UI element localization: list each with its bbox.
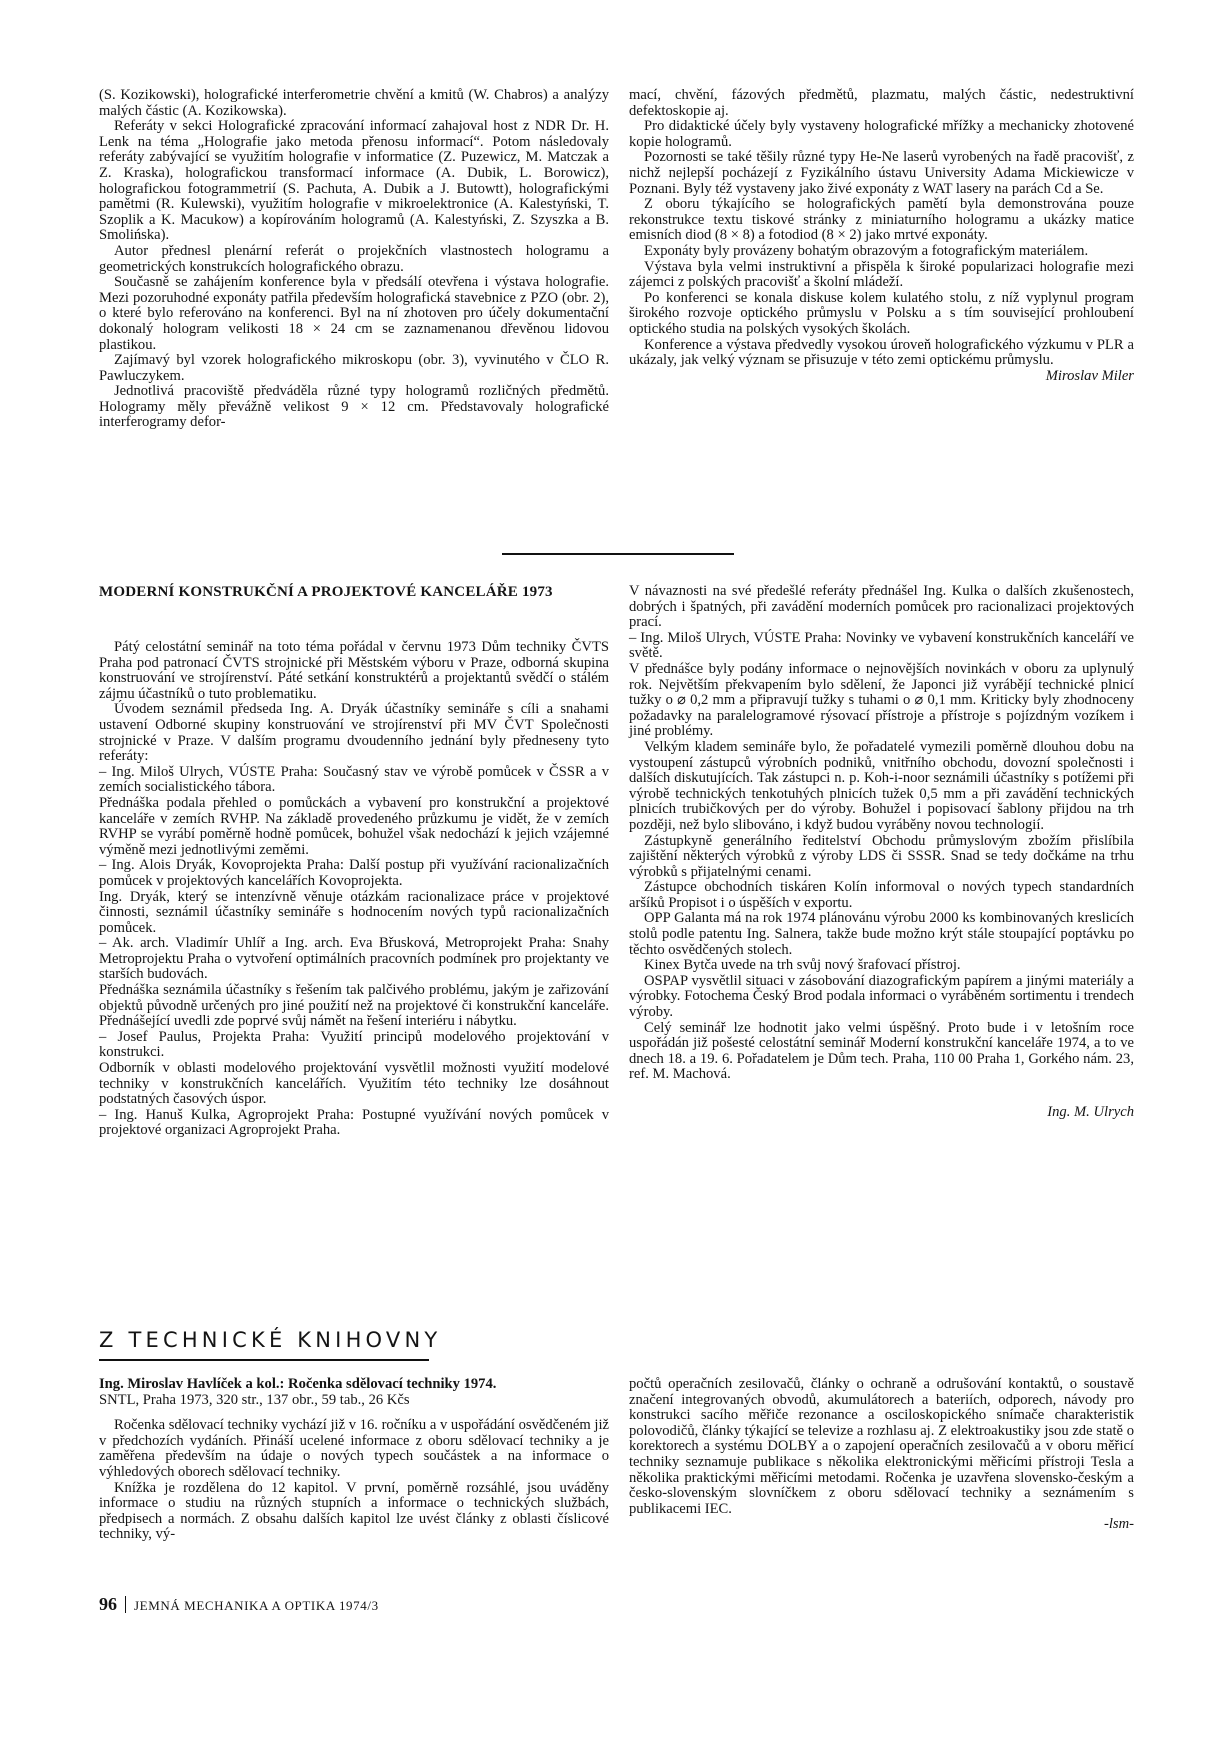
author-signature: -lsm- <box>1104 1516 1134 1533</box>
paragraph: – Ing. Miloš Ulrych, VÚSTE Praha: Současný stav ve výrobě pomůcek v ČSSR a v zemích socialistického tábora. <box>99 763 609 796</box>
review-right-column <box>629 1377 1134 1533</box>
footer-divider <box>125 1596 126 1613</box>
article2-left-column <box>99 640 609 1139</box>
paragraph: Úvodem seznámil předseda Ing. A. Dryák účastníky semináře s cíli a snahami ustavení Odborné skupiny konstruování ve strojírenství při MV ČVT Společnosti strojnické v Praze. V dalším programu dvoudenního jednání byly předneseny tyto referáty: <box>99 701 609 765</box>
paragraph: počtů operačních zesilovačů, články o ochraně a odrušování kontaktů, o soustavě značení integrovaných obvodů, akumulátorech a bateriích, odporech, návody pro konstrukci sacího měřiče rezonance a osciloskopického snímače charakteristik polovodičů, články týkající se televize a rozhlasu aj. Z elektroakustiky jsou zde statě o korektorech a systému DOLBY a o zapojení operačních zesilovačů a v oboru měřicí techniky seznamuje publikace s několika elektronickými měřicími přístroji Tesla a několika praktickými měřicími metodami. Ročenka je uzavřena slovensko-českým a česko-slovenským slovníčkem z oboru sdělovací techniky a seznámením s publikacemi IEC. <box>629 1376 1134 1517</box>
paragraph: Referáty v sekci Holografické zpracování informací zahajoval host z NDR Dr. H. Lenk na téma „Holografie jako metoda přenosu informací“. Potom následovaly referáty zabývající se využitím holografie v informatice (Z. Puzewicz, M. Matczak a Z. Kraska), holografickou transformací informace (A. Dubik, L. Borowicz), holografickou fotogrammetrií (S. Pachuta, A. Dubik a J. Butowtt), holografickými pamětmi (R. Kulewski), využitím holografie v mikroelektronice (A. Kalestyński, T. Szoplik a K. Macukow) a kopírováním hologramů (A. Kalestyński, Z. Szyszka a B. Smolińska). <box>99 118 609 244</box>
paragraph: – Ak. arch. Vladimír Uhlíř a Ing. arch. Eva Břusková, Metroprojekt Praha: Snahy Metroprojektu Praha o vytvoření optimálních pracovních podmínek pro projektanty ve starších budovách. <box>99 935 609 983</box>
page-number: 96 <box>99 1594 117 1614</box>
article2-right-column <box>629 584 1134 1121</box>
paragraph: Přednáška podala přehled o pomůckách a vybavení pro konstrukční a projektové kanceláře v zemích RVHP. Na základě provedeného průzkumu je vidět, že v zemích RVHP se vyrábí poměrně hodně pomůcek, bohužel však nedochází k jejich vzájemné výměně mezi jednotlivými zeměmi. <box>99 794 609 858</box>
paragraph: V přednášce byly podány informace o nejnovějších novinkách v oboru za uplynulý rok. Největším překvapením bylo sdělení, že Japonci již vyrábějí technické plnicí tužky o ⌀ 0,2 mm a připravují tužky s tuhami o ⌀ 0,1 mm. Kriticky byly zhodnoceny požadavky na paralelogramové rýsovací přístroje a přístroje s pojízdným vozíkem i jiné problémy. <box>629 660 1134 740</box>
paragraph: Z oboru týkajícího se holografických pamětí byla demonstrována pouze rekonstrukce textu tiskové stránky z miniaturního hologramu a ukázky matice emisních diod (8 × 8) a fotodiod (8 × 2) jako mrtvé exponáty. <box>629 196 1134 244</box>
paragraph: OSPAP vysvětlil situaci v zásobování diazografickým papírem a jinými materiály a výrobky. Fotochema Český Brod podala informaci o vyráběném sortimentu i trendech výroby. <box>629 972 1134 1021</box>
paragraph: Celý seminář lze hodnotit jako velmi úspěšný. Proto bude i v letošním roce uspořádán již pošesté celostátní seminář Moderní konstrukční kanceláře 1974, a to ve dnech 18. a 19. 6. Pořadatelem je Dům tech. Praha, 110 00 Praha 1, Gorkého nám. 23, ref. M. Machová. <box>629 1019 1134 1083</box>
paragraph: Ing. Dryák, který se intenzívně věnuje otázkám racionalizace práce v projektové činnosti, seznámil účastníky semináře s hodnocením nových typů racionalizačních pomůcek. <box>99 888 609 936</box>
paragraph: – Josef Paulus, Projekta Praha: Využití principů modelového projektování v konstrukci. <box>99 1028 609 1061</box>
author-signature: Ing. M. Ulrych <box>1047 1104 1134 1120</box>
paragraph: Zajímavý byl vzorek holografického mikroskopu (obr. 3), vyvinutého v ČLO R. Pawluczykem. <box>99 352 609 384</box>
journal-name: JEMNÁ MECHANIKA A OPTIKA 1974/3 <box>134 1598 379 1613</box>
paragraph: Knížka je rozdělena do 12 kapitol. V první, poměrně rozsáhlé, jsou uváděny informace o studiu na různých stupních a informace o technických službách, předpisech a normách. Z obsahu dalších kapitol lze uvést články z oblasti číslicové techniky, vý- <box>99 1479 609 1543</box>
paragraph: – Ing. Miloš Ulrych, VÚSTE Praha: Novinky ve vybavení konstrukčních kanceláří ve světě. <box>629 629 1134 662</box>
book-title: Ing. Miroslav Havlíček a kol.: Ročenka sdělovací techniky 1974. <box>99 1376 497 1392</box>
paragraph: – Ing. Hanuš Kulka, Agroprojekt Praha: Postupné využívání nových pomůcek v projektové organizaci Agroprojekt Praha. <box>99 1106 609 1139</box>
paragraph: Ročenka sdělovací techniky vychází již v 16. ročníku a v uspořádání osvědčeném již v předchozích vydáních. Přináší ucelené informace z oboru sdělovací techniky a je zaměřena především na údaje o nových typech součástek a na informace o výhledových oborech sdělovací techniky. <box>99 1417 609 1480</box>
section-heading: Z TECHNICKÉ KNIHOVNY <box>99 1328 442 1352</box>
paragraph: Pátý celostátní seminář na toto téma pořádal v červnu 1973 Dům techniky ČVTS Praha pod patronací ČVTS strojnické při Městském výboru v Praze, odborná skupina konstruování ve strojírenství. Páté setkání konstruktérů a projektantů svědčí o stálém zájmu účastníků o tuto problematiku. <box>99 639 609 702</box>
paragraph: Přednáška seznámila účastníky s řešením tak palčivého problému, jakým je zařizování objektů původně určených pro jiné použití než na projektové či konstrukční kanceláře. Přednášející uvedli zde poprvé svůj námět na řešení interiéru i nábytku. <box>99 982 609 1030</box>
top-right-column <box>629 88 1134 384</box>
paragraph: Jednotlivá pracoviště předváděla různé typy hologramů rozličných předmětů. Hologramy měly převážně velikost 9 × 12 cm. Představovaly holografické interferogramy defor- <box>99 383 609 431</box>
article-divider <box>502 553 734 555</box>
paragraph: V návaznosti na své předešlé referáty přednášel Ing. Kulka o dalších zkušenostech, dobrých i špatných, při zavádění moderních pomůcek pro racionalizaci projektových prací. <box>629 583 1134 631</box>
paragraph: Zástupce obchodních tiskáren Kolín informoval o nových typech standardních aršíků Propisot i o úspěších v exportu. <box>629 879 1134 911</box>
paragraph: Po konferenci se konala diskuse kolem kulatého stolu, z níž vyplynul program širokého rozvoje optického průmyslu v Polsku a s tím související prohloubení optického studia na polských vysokých školách. <box>629 289 1134 337</box>
paragraph: Odborník v oblasti modelového projektování vysvětlil možnosti využití modelové techniky v konstrukčních kancelářích. Využitím této techniky lze dosáhnout podstatných časových úspor. <box>99 1060 609 1108</box>
paragraph: Autor přednesl plenární referát o projekčních vlastnostech hologramu a geometrických konstrukcích holografického obrazu. <box>99 242 609 275</box>
author-signature: Miroslav Miler <box>1045 367 1134 384</box>
paragraph: mací, chvění, fázových předmětů, plazmatu, malých částic, nedestruktivní defektoskopie aj. <box>629 87 1134 119</box>
paragraph: (S. Kozikowski), holografické interferometrie chvění a kmitů (W. Chabros) a analýzy malých částic (A. Kozikowska). <box>99 87 609 119</box>
paragraph: Exponáty byly provázeny bohatým obrazovým a fotografickým materiálem. <box>644 242 1089 259</box>
page-footer <box>99 1594 379 1615</box>
paragraph: Pozornosti se také těšily různé typy He-Ne laserů vyrobených na řadě pracovišť, z nichž nejlepší pocházejí z Fyzikálního ústavu University Adama Mickiewicze v Poznani. Byly též vystaveny jako živé exponáty z WAT lasery na parách Cd a Se. <box>629 149 1134 197</box>
paragraph: Zástupkyně generálního ředitelství Obchodu průmyslovým zbožím přislíbila zajištění některých výrobků z výroby LDS či SSSR. Snad se tedy dočkáme na trhu výrobků s přijatelnými cenami. <box>629 832 1134 880</box>
paragraph: OPP Galanta má na rok 1974 plánovánu výrobu 2000 ks kombinovaných kreslicích stolů podle patentu Ing. Salnera, takže bude možno krýt stále stoupající poptávku po těchto osvědčených stolech. <box>629 910 1134 958</box>
review-left-column <box>99 1377 609 1543</box>
paragraph: Konference a výstava předvedly vysokou úroveň holografického výzkumu v PLR a ukázaly, jak velký význam se přisuzuje v této zemi optickému průmyslu. <box>629 336 1134 369</box>
top-left-column <box>99 88 609 431</box>
article-title: MODERNÍ KONSTRUKČNÍ A PROJEKTOVÉ KANCELÁŘE 1973 <box>99 584 553 600</box>
book-publication-info: SNTL, Praha 1973, 320 str., 137 obr., 59 tab., 26 Kčs <box>99 1391 410 1408</box>
paragraph: Výstava byla velmi instruktivní a přispěla k široké popularizaci holografie mezi zájemci z polských pracovišť a školní mládeží. <box>629 258 1134 291</box>
section-heading-underline <box>99 1359 429 1361</box>
paragraph: – Ing. Alois Dryák, Kovoprojekta Praha: Další postup při využívání racionalizačních pomůcek v projektových kancelářích Kovoprojekta. <box>99 857 609 889</box>
paragraph: Velkým kladem semináře bylo, že pořadatelé vymezili poměrně dlouhou dobu na vystoupení zástupců výrobních podniků, vnitřního obchodu, dovozní společnosti i dalších diskutujících. Tak zástupci n. p. Koh-i-noor seznámili účastníky s potížemi při výrobě technických tenkotuhých plnicích tužek 0,5 mm a při zavádění technických plnicích trubičkových per do výroby. Bohužel i popisovací šablony přijdou na trh později, než bylo slibováno, i když budou vyráběny novou technologií. <box>629 738 1134 833</box>
paragraph: Kinex Bytča uvede na trh svůj nový šrafovací přístroj. <box>644 957 961 974</box>
paragraph: Pro didaktické účely byly vystaveny holografické mřížky a mechanicky zhotovené kopie hologramů. <box>629 118 1134 150</box>
paragraph: Současně se zahájením konference byla v předsálí otevřena i výstava holografie. Mezi pozoruhodné exponáty patřila především holografická stavebnice z PZO (obr. 2), o které bylo referováno na konferenci. Byl na ní zhotoven pro účely dokumentační dokonalý hologram velikosti 18 × 24 cm se zaznamenanou dřevěnou lidovou plastikou. <box>99 274 609 353</box>
